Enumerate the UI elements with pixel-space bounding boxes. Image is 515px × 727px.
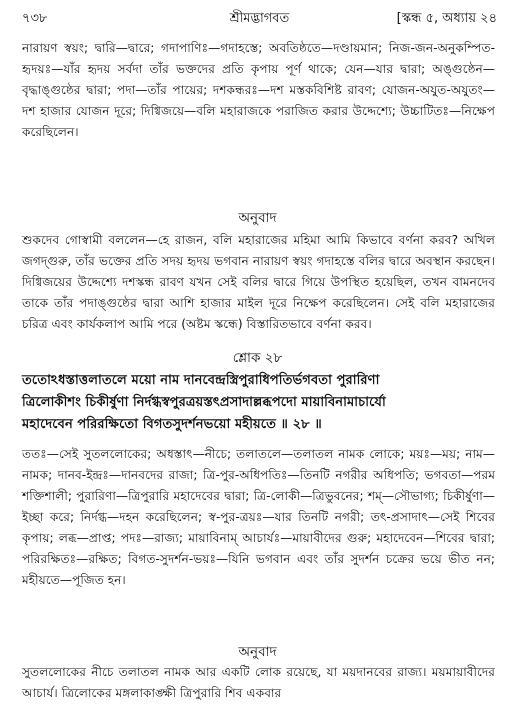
book-title: শ্রীমদ্ভাগবত [229,11,290,26]
translation2-heading: অনুবাদ [238,644,277,660]
synonyms-top-text: নারায়ণ স্বয়ং; দ্বারি—দ্বারে; গদাপাণিঃ—গদাহস্তে; অবতিষ্ঠতে—দণ্ডায়মান; নিজ-জন-অনুকম্পিত-হৃদয়ঃ—যাঁর হৃদয় সর্বদা তাঁর ভক্তদের প্রতি কৃপায় পূর্ণ থাকে; যেন—যার দ্বারা; অঙ্গুষ্ঠেন—বৃদ্ধাঙ্গুষ্ঠের দ্বারা; পদা—তাঁর পায়ের; দশকন্ধরঃ—দশ মস্তকবিশিষ্ট রাবণ; যোজন-অযুত-অযুতং—দশ হাজার যোজন দূরে; দিগ্বিজয়ে—বলি মহারাজকে পরাজিত করার উদ্দেশ্যে; উচ্চাটিতঃ—নিক্ষেপ করেছিলেন। [22,41,495,139]
translation-text: শুকদেব গোস্বামী বললেন—হে রাজন, বলি মহারাজের মহিমা আমি কিভাবে বর্ণনা করব? অখিল জগদ্গুরু, তাঁর ভক্তের প্রতি সদয় হৃদয় ভগবান নারায়ণ স্বয়ং গদাহস্তে বলির দ্বারে অবস্থান করছেন। দিগ্বিজয়ের উদ্দেশ্যে দশস্কন্ধ রাবণ যখন সেই বলির দ্বারে গিয়ে উপস্থিত হয়েছিল, তখন বামনদেব তাকে তাঁর পদাঙ্গুষ্ঠের দ্বারা আশি হাজার মাইল দূরে নিক্ষেপ করেছিলেন। সেই বলি মহারাজের চরিত্র এবং কার্যকলাপ আমি পরে (অষ্টম স্কন্ধে) বিস্তারিতভাবে বর্ণনা করব। [22,233,495,331]
page-header [22,8,497,30]
translation2-block [22,662,495,704]
synonyms-top [22,38,495,143]
verse-heading: শ্লোক ২৮ [232,350,283,366]
section-label: [স্কন্ধ ৫, অধ্যায় ২৪ [396,11,497,26]
verse-line: ত্রিলোকীশং চিকীর্ষুণা নির্দগ্ধস্বপুরত্রয়স্তৎপ্রসাদাল্লব্ধপদো মায়াবিনামাচার্যো [22,395,386,410]
translation-heading: অনুবাদ [238,210,277,226]
synonyms-verse [22,444,495,591]
translation2-text: সুতললোকের নীচে তলাতল নামক আর একটি লোক রয়েছে, যা ময়দানবের রাজ্য। ময়মায়াবীদের আচার্য। ত্রিলোকের মঙ্গলাকাঙ্ক্ষী ত্রিপুরারি শিব একবার [22,665,495,700]
sanskrit-verse [22,370,497,436]
synonyms-verse-text: ততঃ—সেই সুতললোকের; অধস্তাৎ—নীচে; তলাতলে—তলাতল নামক লোকে; ময়ঃ—ময়; নাম—নামক; দানব-ইন্দ্রঃ—দানবদের রাজা; ত্রি-পুর-অধিপতিঃ—তিনটি নগরীর অধিপতি; ভগবতা—পরম শক্তিশালী; পুরারিণা—ত্রিপুরারি মহাদেবের দ্বারা; ত্রি-লোকী—ত্রিভুবনের; শম্—সৌভাগ্য; চিকীর্ষুণা—ইচ্ছা করে; নির্দগ্ধ—দহন করেছিলেন; স্ব-পুর-ত্রয়ঃ—যার তিনটি নগরী; তৎ-প্রসাদাৎ—সেই শিবের কৃপায়; লব্ধ—প্রাপ্ত; পদঃ—রাজ্য; মায়াবিনাম্ আচার্যঃ—মায়াবীদের গুরু; মহাদেবেন—শিবের দ্বারা; পরিরক্ষিতঃ—রক্ষিত; বিগত-সুদর্শন-ভয়ঃ—যিনি ভগবান এবং তাঁর সুদর্শন চক্রের ভয়ে ভীত নন; মহীয়তে—পূজিত হন। [22,447,495,587]
translation-block [22,230,495,335]
verse-line: ততোঽধস্তাত্তলাতলে ময়ো নাম দানবেন্দ্রস্ত্রিপুরাধিপতির্ভগবতা পুরারিণা [22,373,380,388]
verse-line: মহাদেবেন পরিরক্ষিতো বিগতসুদর্শনভয়ো মহীয়তে ॥ ২৮ ॥ [22,417,322,432]
page-number: ৭৩৮ [22,11,48,26]
